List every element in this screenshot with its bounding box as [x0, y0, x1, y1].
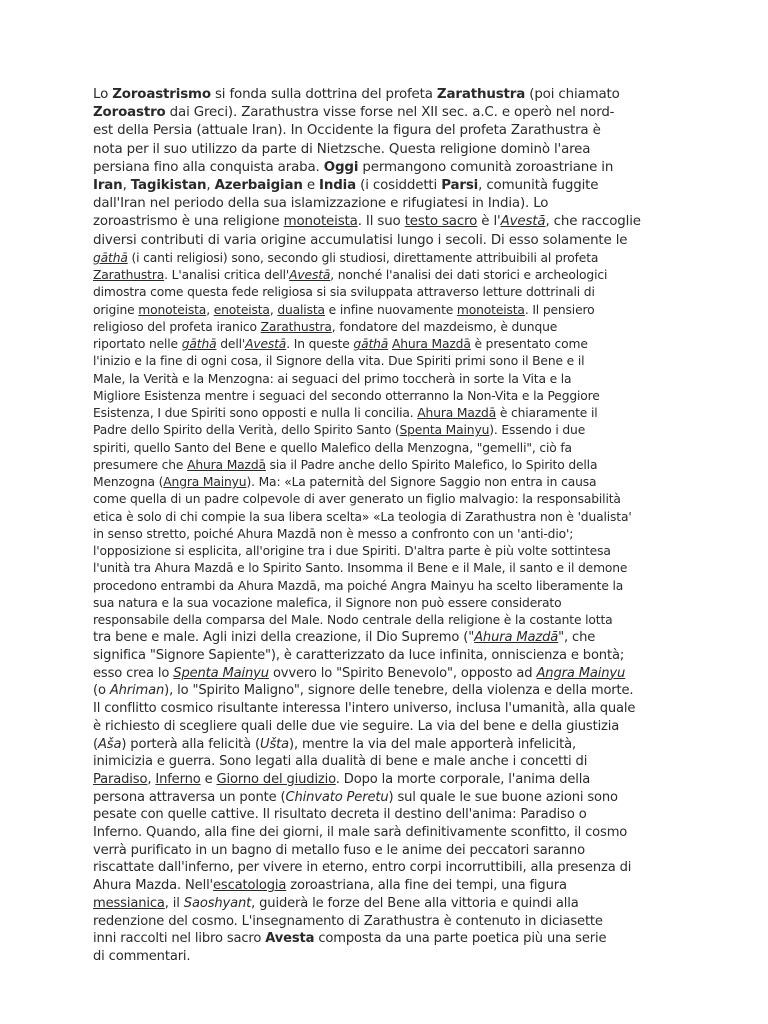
text-run: etica è solo di chi compie la sua libera scelta» «La teologia di Zarathustra non è 'dualista'	[93, 509, 632, 524]
text-line	[93, 736, 683, 754]
text-run: esso crea lo	[93, 665, 174, 681]
text-run: è richiesto di scegliere quali delle due vie seguire. La via del bene e della giustizia	[93, 718, 620, 734]
text-link[interactable]: Ahura Mazdā	[474, 630, 559, 646]
text-link[interactable]: dualista	[277, 302, 325, 317]
text-run: ), mentre la via del male apporterà infelicità,	[288, 736, 576, 752]
text-line	[93, 753, 683, 771]
text-line	[93, 665, 683, 683]
text-line	[93, 388, 683, 405]
text-run: Inferno. Quando, alla fine dei giorni, il male sarà definitivamente sconfitto, il cosmo	[93, 825, 628, 841]
text-link[interactable]: Spenta Mainyu	[173, 665, 269, 681]
text-run: di commentari.	[93, 948, 191, 964]
text-run: , il	[164, 895, 184, 911]
bold-term: Tagikistan	[130, 178, 207, 194]
text-run: spiriti, quello Santo del Bene e quello Malefico della Menzogna, "gemelli", ciò fa	[93, 440, 572, 455]
text-line	[93, 718, 683, 736]
text-line	[93, 284, 683, 301]
text-link[interactable]: testo sacro	[404, 214, 478, 230]
text-run: procedono entrambi da Ahura Mazdā, ma poiché Angra Mainyu ha scelto liberamente la	[93, 578, 624, 593]
text-run: , fondatore del mazdeismo, è dunque	[331, 319, 558, 334]
text-run: , che raccoglie	[545, 214, 641, 230]
bold-term: Parsi	[441, 178, 479, 194]
text-run: Lo	[93, 87, 113, 102]
text-line	[93, 771, 683, 789]
text-line	[93, 877, 683, 895]
text-run: è presentato come	[470, 337, 588, 352]
text-line	[93, 612, 683, 629]
text-line	[93, 177, 683, 195]
text-link[interactable]: monoteista	[138, 302, 207, 317]
text-run: ) sul quale le sue buone azioni sono	[388, 789, 618, 805]
text-run: persona attraversa un ponte (	[93, 789, 286, 805]
text-run: redenzione del cosmo. L'insegnamento di Zarathustra è contenuto in diciasette	[93, 913, 603, 929]
text-line	[93, 842, 683, 860]
text-run: ,	[206, 178, 215, 194]
text-run: diversi contributi di varia origine accumulatisi lungo i secoli. Di esso solamente le	[93, 232, 628, 248]
text-line	[93, 213, 683, 231]
text-line	[93, 302, 683, 319]
text-run: ovvero lo "Spirito Benevolo", opposto ad	[268, 665, 537, 681]
text-line	[93, 319, 683, 336]
text-line	[93, 560, 683, 577]
text-run: Male, la Verità e la Menzogna: ai seguaci del primo toccherà in sorte la Vita e la	[93, 371, 572, 386]
text-line	[93, 491, 683, 508]
text-run: ,	[122, 178, 131, 194]
text-link[interactable]: Giorno del giudizio	[216, 771, 336, 787]
text-run: riportato nelle	[93, 337, 182, 352]
text-link[interactable]: monoteista	[456, 302, 525, 317]
italic-term: Ušta	[260, 736, 289, 752]
text-run: e	[302, 178, 320, 194]
text-link[interactable]: gāthā	[93, 250, 128, 265]
text-run: (poi chiamato	[525, 87, 620, 102]
paragraph-intro	[93, 86, 683, 250]
text-run: . L'analisi critica dell'	[164, 268, 290, 283]
text-link[interactable]: Inferno	[155, 771, 201, 787]
text-run: dimostra come questa fede religiosa si sia sviluppata attraverso letture dottrinali di	[93, 285, 595, 300]
text-run: sia il Padre anche dello Spirito Malefico, lo Spirito della	[265, 457, 598, 472]
text-run: (	[93, 736, 98, 752]
text-run: è chiaramente il	[496, 406, 598, 421]
text-line	[93, 647, 683, 665]
italic-term: Saoshyant	[183, 895, 252, 911]
text-line	[93, 895, 683, 913]
bold-term: Azerbaigian	[214, 178, 303, 194]
text-link[interactable]: enoteista	[213, 302, 270, 317]
text-line	[93, 913, 683, 931]
text-link[interactable]: escatologia	[213, 878, 287, 894]
text-run: ), lo "Spirito Maligno", signore delle tenebre, della violenza e della morte.	[164, 683, 634, 699]
text-run: ,	[206, 302, 214, 317]
italic-term: Ahriman	[109, 683, 165, 699]
text-run: . In queste	[286, 337, 354, 352]
text-run: Esistenza, I due Spiriti sono opposti e nulla li concilia.	[93, 406, 418, 421]
text-run: est della Persia (attuale Iran). In Occidente la figura del profeta Zarathustra è	[93, 123, 601, 139]
article-text	[93, 86, 683, 966]
text-link[interactable]: Avestā	[289, 268, 331, 283]
text-run: tra bene e male. Agli inizi della creazione, il Dio Supremo ("	[93, 630, 475, 646]
text-link[interactable]: Ahura Mazdā	[391, 337, 471, 352]
text-run: origine	[93, 302, 139, 317]
text-run: . Dopo la morte corporale, l'anima della	[335, 771, 591, 787]
text-line	[93, 824, 683, 842]
text-link[interactable]: gāthā	[181, 337, 217, 352]
text-line	[93, 543, 683, 560]
text-line	[93, 86, 683, 104]
bold-term: Zoroastrismo	[112, 87, 211, 102]
text-line	[93, 930, 683, 948]
text-link[interactable]: messianica	[93, 895, 165, 911]
text-run: ) porterà alla felicità (	[121, 736, 261, 752]
text-line	[93, 629, 683, 647]
text-run: dai Greci). Zarathustra visse forse nel XII sec. a.C. e operò nel nord-	[165, 105, 615, 121]
text-run: inimicizia e guerra. Sono legati alla dualità di bene e male anche i concetti di	[93, 754, 588, 770]
bold-term: Avesta	[265, 931, 315, 947]
text-run: in senso stretto, poiché Ahura Mazdā non è messo a confronto con un 'anti-dio';	[93, 526, 574, 541]
text-link[interactable]: Ahura Mazdā	[187, 457, 266, 472]
text-run: (o	[93, 683, 110, 699]
text-run: ,	[147, 771, 156, 787]
text-run: Il conflitto cosmico risultante interessa l'intero universo, inclusa l'umanità, alla quale	[93, 701, 636, 717]
text-run: . Il pensiero	[524, 302, 595, 317]
text-run: , guiderà le forze del Bene alla vittoria e quindi alla	[251, 895, 579, 911]
text-run: , comunità fuggite	[478, 178, 599, 194]
bold-term: Zarathustra	[436, 87, 526, 102]
text-run: Menzogna (	[93, 475, 164, 490]
text-line	[93, 457, 683, 474]
text-run: ). Essendo i due	[489, 423, 586, 438]
text-run: ,	[269, 302, 278, 317]
text-link[interactable]: Paradiso	[93, 771, 148, 787]
text-line	[93, 232, 683, 250]
text-run: zoroastrismo è una religione	[93, 214, 284, 230]
text-line	[93, 700, 683, 718]
text-run: ", che	[558, 630, 596, 646]
text-run: verrà purificato in un bagno di metallo fuso e le anime dei peccatori saranno	[93, 842, 585, 858]
text-line	[93, 595, 683, 612]
text-run: nota per il suo utilizzo da parte di Nietzsche. Questa religione dominò l'area	[93, 141, 591, 157]
text-link[interactable]: Ahura Mazdā	[417, 406, 497, 421]
text-line	[93, 336, 683, 353]
text-run: (i cosiddetti	[356, 178, 442, 194]
text-link[interactable]: Avestā	[245, 337, 287, 352]
text-run: inni raccolti nel libro sacro	[93, 931, 266, 947]
text-run: permangono comunità zoroastriane in	[358, 159, 614, 175]
text-line	[93, 948, 683, 966]
text-run: è l'	[477, 214, 501, 230]
italic-term: Chinvato Peretu	[285, 789, 389, 805]
text-run: e infine nuovamente	[324, 302, 457, 317]
italic-term: Aša	[97, 736, 122, 752]
text-line	[93, 159, 683, 177]
text-run: sua natura e la sua vocazione malefica, il Signore non può essere considerato	[93, 595, 562, 610]
text-link[interactable]: Angra Mainyu	[536, 665, 626, 681]
text-run: composta da una parte poetica più una serie	[314, 931, 607, 947]
text-line	[93, 526, 683, 543]
text-line	[93, 440, 683, 457]
bold-term: India	[319, 178, 357, 194]
text-line	[93, 859, 683, 877]
text-link[interactable]: gāthā	[353, 337, 389, 352]
text-line	[93, 250, 683, 267]
paragraph-theology	[93, 250, 683, 630]
text-run: si fonda sulla dottrina del profeta	[210, 87, 437, 102]
text-link[interactable]: Avestā	[500, 214, 546, 230]
text-run: responsabile della comparsa del Male. Nodo centrale della religione è la costante lotta	[93, 613, 613, 628]
text-line	[93, 789, 683, 807]
text-run: riscattate dall'inferno, per vivere in eterno, entro corpi incorruttibili, alla presenza di	[93, 860, 632, 876]
text-run: zoroastriana, alla fine dei tempi, una figura	[286, 878, 567, 894]
text-run: (i canti religiosi) sono, secondo gli studiosi, direttamente attribuibili al profeta	[127, 250, 599, 265]
text-line	[93, 578, 683, 595]
text-run: persiana fino alla conquista araba.	[93, 159, 324, 175]
text-run: dall'Iran nel periodo della sua islamizzazione e rifugiatesi in India). Lo	[93, 196, 549, 212]
bold-term: Zoroastro	[93, 105, 166, 121]
text-run: pesate con quelle cattive. Il risultato decreta il destino dell'anima: Paradiso o	[93, 807, 587, 823]
text-run: . Il suo	[357, 214, 405, 230]
text-run: Migliore Esistenza mentre i seguaci del secondo otterranno la Non-Vita e la Peggiore	[93, 388, 600, 403]
text-run: , nonché l'analisi dei dati storici e archeologici	[330, 268, 608, 283]
text-link[interactable]: monoteista	[283, 214, 358, 230]
text-line	[93, 122, 683, 140]
text-line	[93, 474, 683, 491]
text-line	[93, 353, 683, 370]
text-link[interactable]: Angra Mainyu	[163, 475, 247, 490]
text-line	[93, 422, 683, 439]
text-run: l'unità tra Ahura Mazdā e lo Spirito Santo. Insomma il Bene e il Male, il santo e il demone	[93, 561, 628, 576]
text-line	[93, 141, 683, 159]
text-line	[93, 371, 683, 388]
text-link[interactable]: Zarathustra	[260, 319, 332, 334]
text-line	[93, 267, 683, 284]
text-link[interactable]: Spenta Mainyu	[399, 423, 490, 438]
text-line	[93, 682, 683, 700]
paragraph-cosmology	[93, 629, 683, 965]
text-link[interactable]: Zarathustra	[93, 268, 165, 283]
text-run: Padre dello Spirito della Verità, dello Spirito Santo (	[93, 423, 400, 438]
text-line	[93, 806, 683, 824]
text-line	[93, 195, 683, 213]
bold-term: Iran	[93, 178, 123, 194]
text-run: Ahura Mazda. Nell'	[93, 878, 214, 894]
text-run: l'inizio e la fine di ogni cosa, il Signore della vita. Due Spiriti primi sono il Bene e il	[93, 354, 585, 369]
text-run: dell'	[216, 337, 246, 352]
text-run: religioso del profeta iranico	[93, 319, 261, 334]
text-line	[93, 509, 683, 526]
text-run: come quella di un padre colpevole di aver generato un figlio malvagio: la responsabilità	[93, 492, 621, 507]
text-run: significa "Signore Sapiente"), è caratterizzato da luce infinita, onniscienza e bontà;	[93, 648, 625, 664]
text-run: l'opposizione si esplicita, all'origine tra i due Spiriti. D'altra parte è più volte sottintesa	[93, 544, 611, 559]
text-run: presumere che	[93, 457, 188, 472]
text-run: e	[200, 771, 217, 787]
bold-term: Oggi	[323, 159, 359, 175]
text-run: ). Ma: «La paternità del Signore Saggio non entra in causa	[246, 475, 597, 490]
text-line	[93, 405, 683, 422]
text-line	[93, 104, 683, 122]
